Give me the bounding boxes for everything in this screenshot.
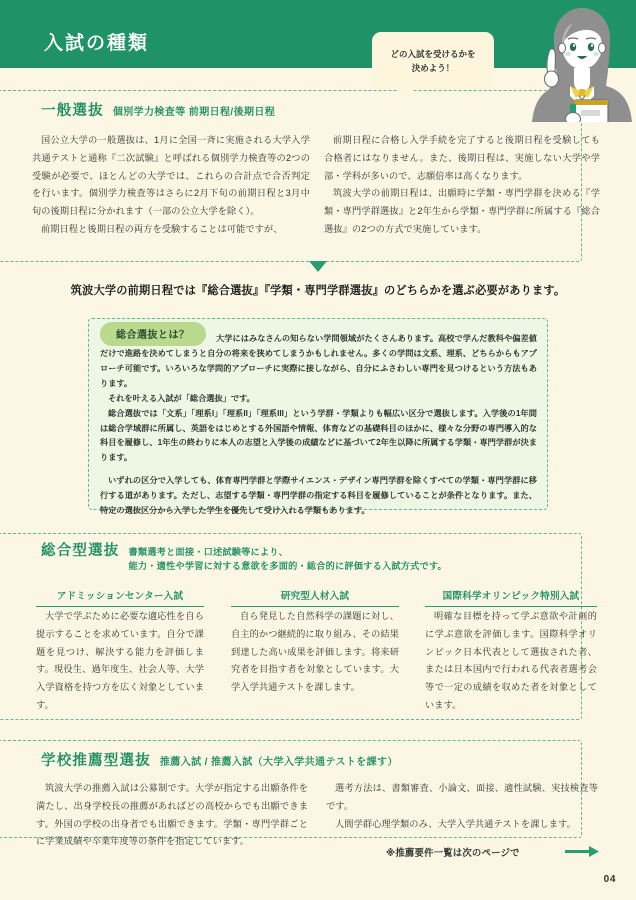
next-page-note: ※推薦要件一覧は次のページで — [386, 847, 520, 858]
sougou-paragraph-1: 大学にはみなさんの知らない学問領域がたくさんあります。高校で学んだ教科や偏差値だけで進路を決めてしまうと自分の将来を狭めてしまうかもしれません。多くの学問は文系、理系、どちらからもアプローチ可能です。いろいろな学問的アプローチに実際に接しながら、自分にふさわしい専門を見つけるという方法もあります。 — [100, 334, 537, 388]
column-heading-admission: アドミッションセンター入試 — [36, 588, 204, 607]
column-body-admission — [36, 608, 204, 715]
speech-bubble — [372, 32, 494, 90]
column-body-research-text: 自ら発見した自然科学の課題に対し、自主的かつ継続的に取り組み、その結果到達した高い成果を評価します。将来研究者を目指す者を対象としています。大学入学共通テストを課します。 — [231, 611, 399, 692]
suisen-left-text — [36, 780, 308, 851]
general-left-paragraph-1: 国公立大学の一般選抜は、1月に全国一斉に実施される大学入学共通テストと通称『二次試験』と呼ばれる個別学力検査等の2つの受験が必要で、ほとんどの大学では、これらの合計点で合否判定を行います。個別学力検査等はさらに2月下旬の前期日程と3月中旬の後期日程に分かれます（一部の公立大学を除く）。 — [32, 135, 310, 216]
section-sougougata-title — [34, 539, 454, 574]
general-right-paragraph-2: 筑波大学の前期日程は、出願時に学類・専門学群を決める『学類・専門学群選抜』と2年生から学類・専門学群に所属する『総合選抜』の2つの方式で実施しています。 — [324, 188, 600, 234]
speech-bubble-line-2: 決めよう！ — [411, 63, 455, 73]
general-right-text — [324, 132, 600, 239]
general-left-text — [32, 132, 310, 239]
section-general-title-text: 一般選抜 — [41, 103, 104, 119]
down-arrow-icon — [309, 261, 327, 272]
suisen-right-paragraph-1: 選考方法は、書類審査、小論文、面接、適性試験、実技検査等です。 — [326, 783, 598, 811]
section-general-title — [34, 99, 282, 120]
column-body-admission-text: 大学で学ぶために必要な適応性を自ら提示することを求めています。自分で課題を見つけ、解決する能力を評価します。現役生、過年度生、社会人等、大学入学資格を持つ方を広く対象としています。 — [36, 611, 204, 710]
suisen-right-text — [326, 780, 598, 833]
column-body-research — [231, 608, 399, 697]
column-body-olympiad-text: 明確な目標を持って学ぶ意欲や計画的に学ぶ意欲を評価します。国際科学オリンピック日本代表として選抜された者、または日本国内で行われる代表者選考会等で一定の成績を収めた者を対象としています。 — [425, 611, 597, 710]
banner-text: 筑波大学の前期日程では『総合選抜』『学類・専門学群選抜』のどちらかを選ぶ必要があります。 — [70, 285, 566, 297]
general-right-paragraph-1: 前期日程に合格し入学手続を完了すると後期日程を受験しても合格者にはなりません。また、後期日程は、実施しない大学や学部・学科が多いので、志願倍率は高くなります。 — [324, 135, 600, 181]
speech-bubble-line-1: どの入試を受けるかを — [390, 48, 476, 59]
sougou-paragraph-3: 総合選抜では「文系」「理系I」「理系II」「理系III」という学群・学類よりも幅広い区分で選抜します。入学後の1年間は総合学域群に所属し、英語をはじめとする外国語や情報、体育などの基礎科目のほかに、様々な分野の専門導入的な科目を履修し、1年生の終わりに本人の志望と入学後の成績などに基づいて2年生以降に所属する学類・専門学群が決まります。 — [100, 408, 537, 463]
sougou-paragraph-2: それを叶える入試が「総合選抜」です。 — [108, 393, 255, 403]
column-body-olympiad — [425, 608, 597, 715]
section-suisen-subtitle: 推薦入試 / 推薦入試（大学入学共通テストを課す） — [159, 757, 398, 768]
suisen-left-paragraph-1: 筑波大学の推薦入試は公募制です。大学が指定する出願条件を満たし、出身学校長の推薦があればどの高校からでも出願できます。外国の学校の出身者でも出願できます。学類・専門学群ごとに学業成績や卒業年度等の条件を指定しています。 — [36, 783, 308, 847]
right-arrow-icon — [565, 846, 599, 857]
column-heading-research: 研究型人材入試 — [231, 588, 399, 607]
general-left-paragraph-2: 前期日程と後期日程の両方を受験することは可能ですが、 — [41, 223, 283, 234]
section-sougougata-subtitle-line-1: 書類選考と面接・口述試験等により、 — [128, 547, 289, 557]
section-general-subtitle: 個別学力検査等 前期日程/後期日程 — [112, 107, 276, 118]
page-number: 04 — [603, 874, 616, 885]
sougou-explain-text — [100, 332, 537, 519]
section-sougougata-subtitle — [129, 546, 447, 574]
suisen-right-paragraph-2: 人間学群心理学類のみ、大学入学共通テストを課します。 — [335, 818, 576, 829]
section-sougougata-subtitle-line-2: 能力・適性や学習に対する意欲を多面的・総合的に評価する入試方式です。 — [128, 560, 447, 571]
section-suisen-title — [34, 749, 405, 770]
page-title: 入試の種類 — [44, 33, 150, 54]
section-sougougata-title-text: 総合型選抜 — [41, 543, 120, 559]
section-suisen-title-text: 学校推薦型選抜 — [41, 753, 151, 769]
sougou-paragraph-4: いずれの区分で入学しても、体育専門学群と学際サイエンス・デザイン専門学群を除くすべての学類・専門学群に移行する道があります。ただし、志望する学類・専門学群の指定する科目を履修していることが条件となります。また、特定の選抜区分から入学した学生を優先して受け入れる学類もあります。 — [100, 476, 537, 516]
student-illustration — [518, 0, 636, 122]
sougou-pill-label: 総合選抜とは？ — [100, 322, 206, 346]
column-heading-olympiad: 国際科学オリンピック特別入試 — [425, 588, 597, 607]
